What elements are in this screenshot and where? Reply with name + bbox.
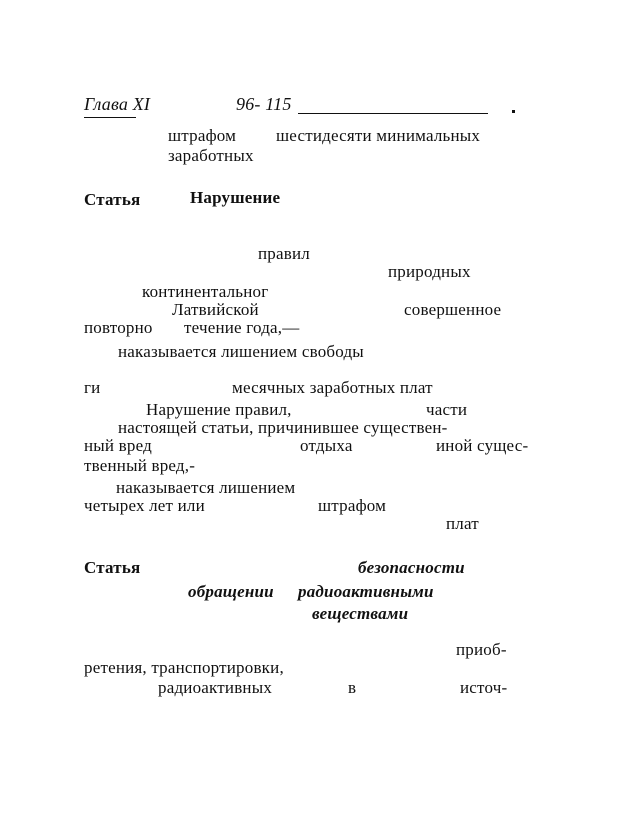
text-line: наказывается лишением свободы: [118, 342, 364, 361]
text-line: иной сущес-: [436, 436, 529, 455]
text-line: радиоактивных: [158, 678, 273, 697]
article-label: Статья: [84, 558, 141, 577]
text-line: Нарушение правил,: [146, 400, 292, 419]
article-title: радиоактивными: [298, 582, 434, 601]
text-line: континентальног: [142, 282, 269, 301]
header-dot: [512, 110, 515, 113]
text-line: приоб-: [456, 640, 507, 659]
text-line: настоящей статьи, причинившее существен-: [118, 418, 448, 437]
text-line: природных: [388, 262, 471, 281]
chapter-title: Глава XI: [84, 94, 151, 114]
text-line: наказывается лишением: [116, 478, 296, 497]
text-line: месячных заработных плат: [232, 378, 433, 397]
text-line: ги: [84, 378, 101, 397]
text-line: источ-: [460, 678, 508, 697]
law-reference: 96- 115: [236, 94, 292, 114]
text-line: ретения, транспортировки,: [84, 658, 284, 677]
article-label: Статья: [84, 190, 141, 209]
text-line: штрафом: [318, 496, 387, 515]
chapter-underline: [84, 117, 136, 118]
text-line: течение года,—: [184, 318, 300, 337]
header-rule: [298, 113, 488, 114]
text-line: твенный вред,-: [84, 456, 196, 475]
text-line: шестидесяти минимальных: [276, 126, 481, 145]
text-line: плат: [446, 514, 479, 533]
text-line: штрафом: [168, 126, 237, 145]
text-line: Латвийской: [172, 300, 259, 319]
text-line: совершенное: [404, 300, 502, 319]
text-line: отдыха: [300, 436, 353, 455]
text-line: четырех лет или: [84, 496, 205, 515]
text-line: в: [348, 678, 357, 697]
article-title: обращении: [188, 582, 274, 601]
article-title: безопасности: [358, 558, 465, 577]
text-line: правил: [258, 244, 310, 263]
article-title: Нарушение: [190, 188, 281, 207]
text-line: части: [426, 400, 468, 419]
text-line: заработных: [168, 146, 254, 165]
text-line: ный вред: [84, 436, 152, 455]
article-title: веществами: [312, 604, 409, 623]
text-line: повторно: [84, 318, 153, 337]
